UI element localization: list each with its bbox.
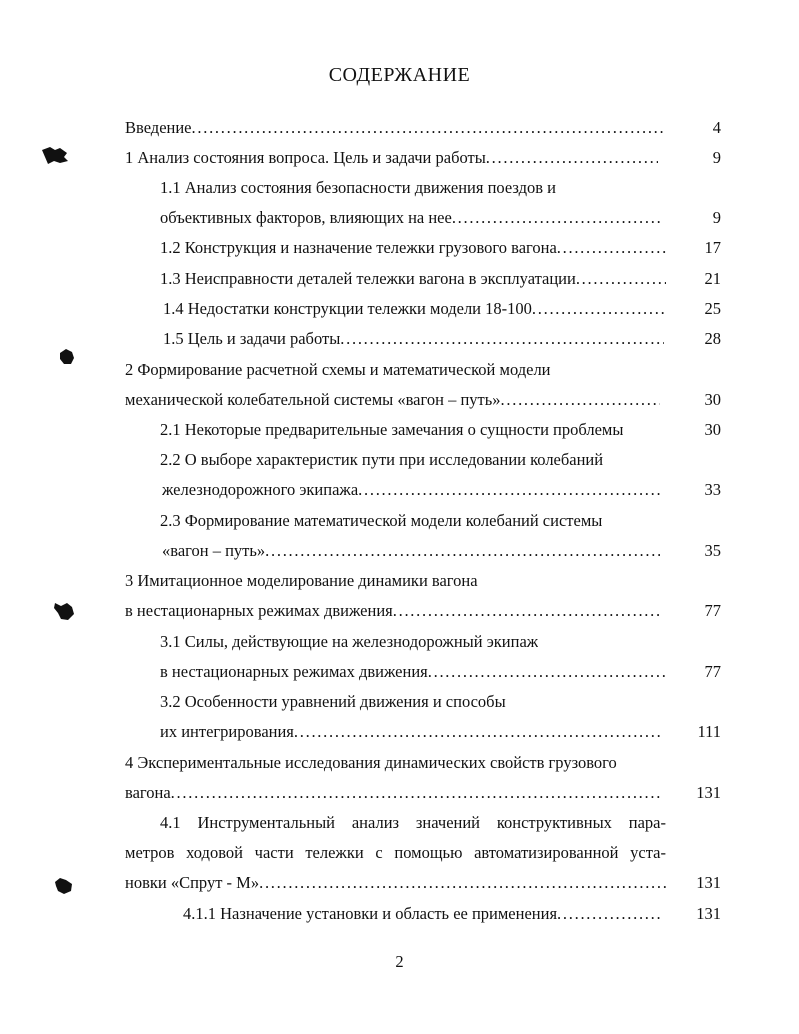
toc-page-number: 9 bbox=[712, 208, 721, 227]
toc-entry-text: 1.2 Конструкция и назначение тележки грузового вагона bbox=[160, 238, 557, 257]
page-title: СОДЕРЖАНИЕ bbox=[328, 64, 471, 86]
dot-leader bbox=[192, 116, 663, 140]
dot-leader bbox=[557, 902, 660, 926]
dot-leader bbox=[294, 720, 662, 744]
toc-page-number: 77 bbox=[704, 601, 721, 620]
toc-entry-line bbox=[162, 539, 660, 563]
toc-entry-text: «вагон – путь» bbox=[162, 541, 266, 560]
ink-blot-icon bbox=[53, 600, 77, 622]
toc-entry-line bbox=[125, 599, 660, 623]
toc-entry-text: 4.1 Инструментальный анализ значений конструктивных пара- bbox=[160, 813, 666, 832]
dot-leader bbox=[259, 871, 666, 895]
toc-page-number: 28 bbox=[704, 329, 721, 348]
dot-leader bbox=[452, 206, 662, 230]
toc-page-number: 131 bbox=[696, 873, 721, 892]
toc-entry-line bbox=[160, 448, 603, 472]
dot-leader bbox=[393, 599, 660, 623]
toc-page-number: 30 bbox=[704, 420, 721, 439]
dot-leader bbox=[428, 660, 666, 684]
toc-entry-text: механической колебательной системы «вагон – путь» bbox=[125, 390, 501, 409]
toc-entry-line bbox=[125, 871, 666, 895]
toc-page-number: 131 bbox=[696, 904, 721, 923]
toc-page-number: 131 bbox=[696, 783, 721, 802]
toc-page-number: 25 bbox=[704, 299, 721, 318]
toc-entry-line bbox=[162, 478, 660, 502]
toc-entry-text: объективных факторов, влияющих на нее bbox=[160, 208, 452, 227]
toc-page-number: 33 bbox=[704, 480, 721, 499]
toc-entry-text: вагона bbox=[125, 783, 171, 802]
toc-entry-line bbox=[160, 660, 666, 684]
toc-entry-text: 3.1 Силы, действующие на железнодорожный экипаж bbox=[160, 632, 539, 651]
toc-entry-line bbox=[160, 418, 623, 442]
toc-entry-line bbox=[163, 297, 664, 321]
dot-leader bbox=[486, 146, 658, 170]
toc-entry-text: 2 Формирование расчетной схемы и математической модели bbox=[125, 360, 551, 379]
toc-entry-text: 3 Имитационное моделирование динамики вагона bbox=[125, 571, 478, 590]
ink-blot-icon bbox=[57, 347, 77, 367]
page-number: 2 bbox=[395, 952, 404, 971]
ink-blot-icon bbox=[53, 876, 75, 896]
toc-entry-line bbox=[160, 811, 666, 835]
dot-leader bbox=[501, 388, 660, 412]
toc-entry-text: 4 Экспериментальные исследования динамических свойств грузового bbox=[125, 753, 617, 772]
toc-entry-text: 1.3 Неисправности деталей тележки вагона в эксплуатации bbox=[160, 269, 576, 288]
toc-page-number: 4 bbox=[712, 118, 721, 137]
dot-leader bbox=[358, 478, 660, 502]
ink-blot-icon bbox=[40, 144, 70, 166]
toc-entry-line bbox=[125, 569, 478, 593]
toc-entry-text: в нестационарных режимах движения bbox=[160, 662, 428, 681]
toc-entry-text: 3.2 Особенности уравнений движения и способы bbox=[160, 692, 506, 711]
toc-entry-line bbox=[160, 267, 666, 291]
dot-leader bbox=[340, 327, 664, 351]
toc-entry-line bbox=[183, 902, 660, 926]
toc-entry-text: их интегрирования bbox=[160, 722, 294, 741]
toc-entry-text: 1.5 Цель и задачи работы bbox=[163, 329, 341, 348]
toc-entry-line bbox=[125, 841, 666, 865]
toc-entry-line bbox=[160, 236, 668, 260]
dot-leader bbox=[532, 297, 664, 321]
toc-entry-text: метров ходовой части тележки с помощью автоматизированной уста- bbox=[125, 843, 666, 862]
toc-entry-line bbox=[160, 206, 662, 230]
toc-entry-line bbox=[125, 146, 658, 170]
toc-entry-text: 1.4 Недостатки конструкции тележки модели 18-100 bbox=[163, 299, 532, 318]
toc-entry-line bbox=[160, 176, 556, 200]
dot-leader bbox=[557, 236, 668, 260]
dot-leader bbox=[265, 539, 660, 563]
toc-page-number: 17 bbox=[704, 238, 721, 257]
toc-entry-line bbox=[163, 327, 664, 351]
toc-entry-text: 1.1 Анализ состояния безопасности движения поездов и bbox=[160, 178, 557, 197]
toc-entry-line bbox=[125, 781, 662, 805]
toc-page-number: 9 bbox=[712, 148, 721, 167]
toc-entry-line bbox=[160, 630, 538, 654]
toc-entry-line bbox=[160, 690, 506, 714]
toc-page-number: 111 bbox=[697, 722, 721, 741]
toc-page-number: 35 bbox=[704, 541, 721, 560]
dot-leader bbox=[171, 781, 662, 805]
toc-entry-text: железнодорожного экипажа bbox=[162, 480, 359, 499]
toc-entry-text: 2.1 Некоторые предварительные замечания о сущности проблемы bbox=[160, 420, 624, 439]
toc-entry-text: новки «Спрут - М» bbox=[125, 873, 260, 892]
toc-entry-line bbox=[125, 358, 551, 382]
toc-entry-line bbox=[125, 116, 663, 140]
toc-entry-text: 2.2 О выборе характеристик пути при исследовании колебаний bbox=[160, 450, 604, 469]
toc-entry-text: в нестационарных режимах движения bbox=[125, 601, 393, 620]
toc-entry-line bbox=[160, 509, 602, 533]
dot-leader bbox=[576, 267, 666, 291]
toc-page-number: 77 bbox=[704, 662, 721, 681]
toc-page-number: 30 bbox=[704, 390, 721, 409]
toc-entry-text: Введение bbox=[125, 118, 192, 137]
toc-entry-line bbox=[160, 720, 662, 744]
toc-entry-text: 2.3 Формирование математической модели колебаний системы bbox=[160, 511, 603, 530]
toc-entry-text: 1 Анализ состояния вопроса. Цель и задачи работы bbox=[125, 148, 486, 167]
toc-page-number: 21 bbox=[704, 269, 721, 288]
toc-entry-text: 4.1.1 Назначение установки и область ее применения bbox=[183, 904, 558, 923]
toc-entry-line bbox=[125, 388, 660, 412]
toc-entry-line bbox=[125, 751, 617, 775]
